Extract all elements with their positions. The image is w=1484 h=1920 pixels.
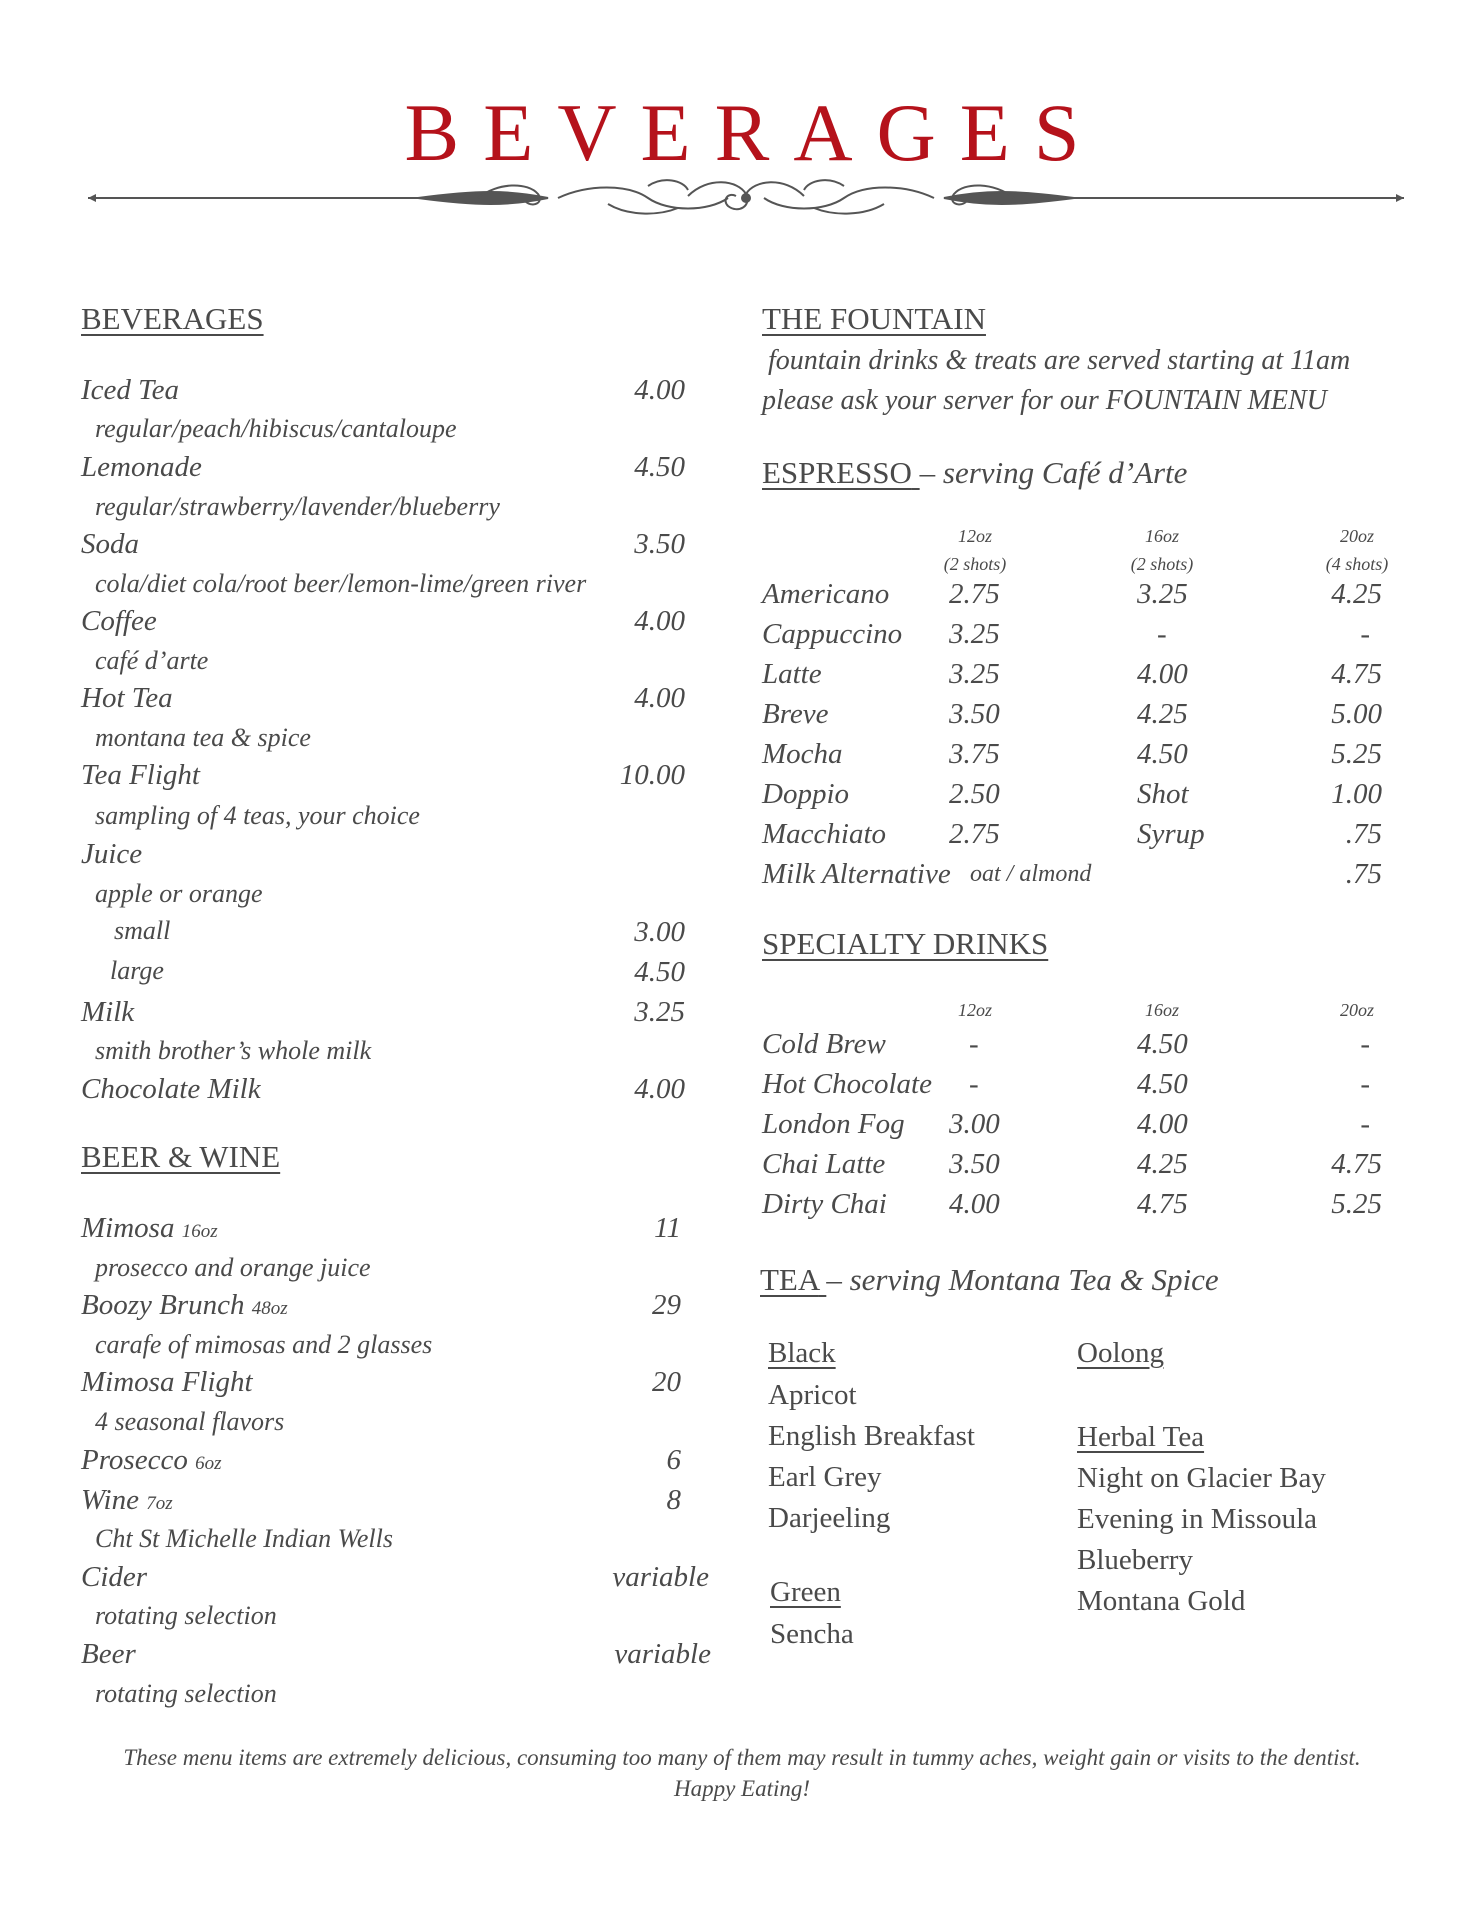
tea-green-heading: Green bbox=[770, 1576, 841, 1608]
specialty-heading: SPECIALTY DRINKS bbox=[762, 926, 1049, 961]
drink-name: Latte bbox=[762, 658, 822, 690]
item-name: Milk bbox=[81, 996, 135, 1028]
price-16oz: 4.50 bbox=[1137, 738, 1188, 770]
item-description: rotating selection bbox=[95, 1679, 277, 1708]
addon-label: Syrup bbox=[1137, 818, 1205, 850]
price-12oz: 2.75 bbox=[949, 578, 1000, 610]
price-12oz: 3.00 bbox=[949, 1108, 1000, 1140]
item-size: 48oz bbox=[251, 1298, 288, 1319]
price-20oz: 4.25 bbox=[1331, 578, 1382, 610]
espresso-size-header-12oz: 12oz (2 shots) bbox=[943, 526, 1007, 574]
price-12oz: - bbox=[969, 1068, 979, 1100]
price-20oz: 5.25 bbox=[1331, 738, 1382, 770]
addon-label: Shot bbox=[1137, 778, 1189, 810]
espresso-row-doppio bbox=[762, 778, 1402, 818]
tea-black-heading: Black bbox=[768, 1337, 836, 1369]
item-size: 6oz bbox=[195, 1453, 222, 1474]
item-description: rotating selection bbox=[95, 1601, 277, 1630]
item-description: café d’arte bbox=[95, 646, 209, 675]
item-name: small bbox=[114, 916, 171, 945]
drink-name: Hot Chocolate bbox=[762, 1068, 932, 1100]
item-size: 16oz bbox=[181, 1221, 218, 1242]
footer-disclaimer: These menu items are extremely delicious, consuming too many of them may result in tummy aches, weight gain or visits to the dentist. Happy Eating! bbox=[123, 1745, 1361, 1801]
item-price: 3.25 bbox=[634, 996, 685, 1028]
drink-name: London Fog bbox=[762, 1108, 905, 1140]
tea-item: Montana Gold bbox=[1077, 1585, 1246, 1617]
espresso-row-americano bbox=[762, 578, 1402, 618]
item-description: prosecco and orange juice bbox=[95, 1253, 371, 1282]
drink-name: Breve bbox=[762, 698, 829, 730]
drink-name: Mocha bbox=[762, 738, 843, 770]
item-description: sampling of 4 teas, your choice bbox=[95, 801, 420, 830]
tea-subheading: – serving Montana Tea & Spice bbox=[826, 1262, 1219, 1297]
price-16oz: 4.25 bbox=[1137, 1148, 1188, 1180]
price-12oz: - bbox=[969, 1028, 979, 1060]
tea-item: Evening in Missoula bbox=[1077, 1503, 1318, 1535]
item-name: Tea Flight bbox=[81, 759, 200, 791]
item-price: 29 bbox=[652, 1289, 681, 1321]
item-name: Hot Tea bbox=[81, 682, 173, 714]
price-20oz: - bbox=[1360, 1108, 1370, 1140]
drink-name: Dirty Chai bbox=[762, 1188, 887, 1220]
espresso-row-latte bbox=[762, 658, 1402, 698]
item-name: Beer bbox=[81, 1638, 136, 1670]
milk-options: oat / almond bbox=[970, 861, 1092, 887]
specialty-size-header-16oz: 16oz bbox=[1144, 1000, 1179, 1020]
price-16oz: 4.25 bbox=[1137, 698, 1188, 730]
tea-oolong-heading: Oolong bbox=[1077, 1337, 1164, 1369]
item-name: Chocolate Milk bbox=[81, 1073, 261, 1105]
price-12oz: 4.00 bbox=[949, 1188, 1000, 1220]
drink-name: Cappuccino bbox=[762, 618, 903, 650]
specialty-row-dirty-chai bbox=[762, 1188, 1402, 1228]
item-description: smith brother’s whole milk bbox=[95, 1036, 372, 1065]
item-price: 4.00 bbox=[634, 682, 685, 714]
item-description: montana tea & spice bbox=[95, 723, 311, 752]
price-20oz: - bbox=[1360, 1068, 1370, 1100]
item-name: Juice bbox=[81, 838, 143, 870]
specialty-size-header-12oz: 12oz bbox=[957, 1000, 992, 1020]
addon-price: .75 bbox=[1345, 858, 1382, 890]
item-price: variable bbox=[614, 1638, 711, 1670]
price-12oz: 3.75 bbox=[949, 738, 1000, 770]
item-price: 4.50 bbox=[634, 956, 685, 988]
price-20oz: - bbox=[1360, 1028, 1370, 1060]
item-price: 3.50 bbox=[634, 528, 685, 560]
espresso-row-macchiato bbox=[762, 818, 1402, 858]
page-title: BEVERAGES bbox=[404, 87, 1104, 178]
tea-heading: TEA – serving Montana Tea & Spice bbox=[760, 1262, 1219, 1297]
beer-wine-heading: BEER & WINE bbox=[81, 1139, 281, 1174]
price-16oz: - bbox=[1157, 618, 1167, 650]
item-price: 8 bbox=[666, 1484, 681, 1516]
item-name: Mimosa Flight bbox=[81, 1366, 253, 1398]
price-16oz: 4.00 bbox=[1137, 1108, 1188, 1140]
price-12oz: 2.75 bbox=[949, 818, 1000, 850]
item-name: Prosecco 6oz bbox=[81, 1444, 222, 1476]
drink-name: Doppio bbox=[762, 778, 849, 810]
item-description: carafe of mimosas and 2 glasses bbox=[95, 1330, 433, 1359]
fountain-note-1: fountain drinks & treats are served starting at 11am bbox=[768, 345, 1351, 376]
item-price: 20 bbox=[652, 1366, 681, 1398]
price-20oz: - bbox=[1360, 618, 1370, 650]
item-name: Cider bbox=[81, 1561, 148, 1593]
espresso-size-header-16oz: 16oz (2 shots) bbox=[1130, 526, 1194, 574]
item-description: 4 seasonal flavors bbox=[95, 1407, 285, 1436]
espresso-row-cappuccino bbox=[762, 618, 1402, 658]
drink-name: Macchiato bbox=[762, 818, 887, 850]
specialty-row-chai-latte bbox=[762, 1148, 1402, 1188]
price-16oz: 3.25 bbox=[1137, 578, 1188, 610]
item-price: variable bbox=[612, 1561, 709, 1593]
item-name: Soda bbox=[81, 528, 139, 560]
specialty-row-london-fog bbox=[762, 1108, 1402, 1148]
price-20oz: 5.25 bbox=[1331, 1188, 1382, 1220]
drink-name: Milk Alternative bbox=[762, 858, 951, 890]
price-12oz: 3.50 bbox=[949, 698, 1000, 730]
fountain-note-2: please ask your server for our FOUNTAIN MENU bbox=[762, 385, 1327, 416]
beverages-heading: BEVERAGES bbox=[81, 301, 264, 336]
item-name: large bbox=[110, 956, 164, 985]
item-price: 4.00 bbox=[634, 1073, 685, 1105]
item-price: 3.00 bbox=[634, 916, 685, 948]
item-price: 10.00 bbox=[619, 759, 685, 791]
tea-item: English Breakfast bbox=[768, 1420, 975, 1452]
drink-name: Chai Latte bbox=[762, 1148, 886, 1180]
addon-price: .75 bbox=[1345, 818, 1382, 850]
item-name: Mimosa 16oz bbox=[81, 1212, 218, 1244]
price-12oz: 3.25 bbox=[949, 658, 1000, 690]
item-description: Cht St Michelle Indian Wells bbox=[95, 1524, 393, 1553]
item-description: regular/peach/hibiscus/cantaloupe bbox=[95, 414, 457, 443]
tea-item: Blueberry bbox=[1077, 1544, 1193, 1576]
tea-item: Apricot bbox=[768, 1379, 857, 1411]
price-20oz: 5.00 bbox=[1331, 698, 1382, 730]
price-12oz: 2.50 bbox=[949, 778, 1000, 810]
price-16oz: 4.50 bbox=[1137, 1028, 1188, 1060]
addon-price: 1.00 bbox=[1331, 778, 1382, 810]
tea-item: Darjeeling bbox=[768, 1502, 891, 1534]
price-16oz: 4.00 bbox=[1137, 658, 1188, 690]
tea-item: Sencha bbox=[770, 1618, 854, 1650]
espresso-heading: ESPRESSO – serving Café d’Arte bbox=[762, 455, 1188, 490]
specialty-size-header-20oz: 20oz bbox=[1339, 1000, 1374, 1020]
item-name: Coffee bbox=[81, 605, 157, 637]
espresso-subheading: – serving Café d’Arte bbox=[919, 455, 1188, 490]
tea-item: Earl Grey bbox=[768, 1461, 882, 1493]
espresso-size-header-20oz: 20oz (4 shots) bbox=[1325, 526, 1389, 574]
drink-name: Cold Brew bbox=[762, 1028, 886, 1060]
item-name: Wine 7oz bbox=[81, 1484, 173, 1516]
item-name: Boozy Brunch 48oz bbox=[81, 1289, 288, 1321]
item-size: 7oz bbox=[146, 1493, 173, 1514]
espresso-row-mocha bbox=[762, 738, 1402, 778]
item-name: Lemonade bbox=[81, 451, 202, 483]
item-price: 11 bbox=[654, 1212, 681, 1244]
ornamental-divider bbox=[88, 176, 1404, 222]
drink-name: Americano bbox=[762, 578, 890, 610]
espresso-row-breve bbox=[762, 698, 1402, 738]
specialty-row-hot-chocolate bbox=[762, 1068, 1402, 1108]
fountain-heading: THE FOUNTAIN bbox=[762, 301, 986, 336]
specialty-row-cold-brew bbox=[762, 1028, 1402, 1068]
price-12oz: 3.25 bbox=[949, 618, 1000, 650]
price-16oz: 4.75 bbox=[1137, 1188, 1188, 1220]
item-description: regular/strawberry/lavender/blueberry bbox=[95, 492, 500, 521]
price-20oz: 4.75 bbox=[1331, 1148, 1382, 1180]
price-20oz: 4.75 bbox=[1331, 658, 1382, 690]
item-price: 6 bbox=[666, 1444, 681, 1476]
price-16oz: 4.50 bbox=[1137, 1068, 1188, 1100]
price-12oz: 3.50 bbox=[949, 1148, 1000, 1180]
item-name: Iced Tea bbox=[81, 374, 179, 406]
item-description: apple or orange bbox=[95, 879, 263, 908]
item-price: 4.00 bbox=[634, 605, 685, 637]
tea-item: Night on Glacier Bay bbox=[1077, 1462, 1326, 1494]
item-price: 4.00 bbox=[634, 374, 685, 406]
espresso-row-milk-alternative bbox=[762, 858, 1402, 898]
item-price: 4.50 bbox=[634, 451, 685, 483]
item-description: cola/diet cola/root beer/lemon-lime/green river bbox=[95, 569, 587, 598]
tea-herbal-heading: Herbal Tea bbox=[1077, 1421, 1205, 1453]
